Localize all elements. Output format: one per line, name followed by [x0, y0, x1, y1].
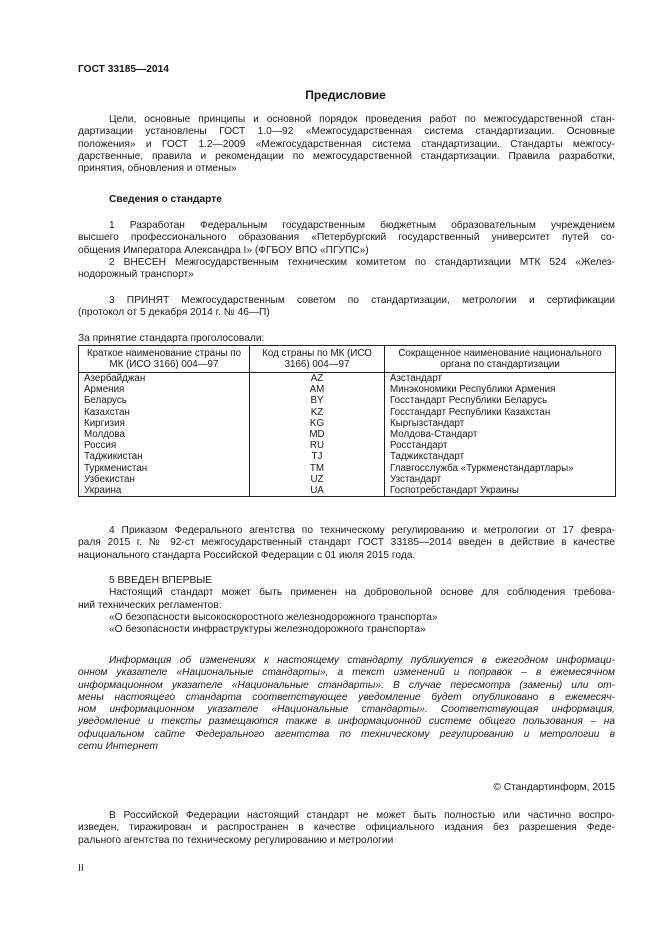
code-cell: TM [250, 463, 385, 474]
text-line: Настоящий стандарт может быть применен на добровольной основе для соблюдения требова- [109, 587, 615, 599]
text-line: изведен, тиражирован и распространен в качестве официального издания без разрешения Феде- [78, 822, 615, 834]
text-line: 4 Приказом Федерального агентства по техническому регулированию и метрологии от 17 февра- [109, 525, 615, 536]
table-row [79, 429, 616, 440]
preface-title: Предисловие [305, 88, 386, 102]
standards-body-cell: Таджикстандарт [385, 451, 616, 462]
standard-info-item-3 [78, 295, 615, 320]
text-line: сети Интернет [78, 741, 158, 753]
code-cell: AM [250, 384, 385, 395]
country-cell: Туркменистан [79, 463, 250, 474]
text-line: уведомление и тексты размещаются также в информационной системе общего пользования – на [78, 716, 615, 728]
table-row [79, 440, 616, 451]
country-cell: Армения [79, 384, 250, 395]
code-cell: KG [250, 418, 385, 429]
text-line: ний технических регламентов: [78, 599, 222, 611]
country-cell: Россия [79, 440, 250, 451]
standards-body-cell: Госпотребстандарт Украины [385, 485, 616, 497]
standards-body-cell: Азстандарт [385, 373, 616, 385]
standard-info-item-5 [78, 575, 615, 636]
text-line: высшего профессионального образования «Петербургский государственный университет путей со- [78, 232, 615, 244]
standards-body-cell: Главгосслужба «Туркменстандартлары» [385, 463, 616, 474]
country-cell: Украина [79, 485, 250, 497]
text-line: нодорожный транспорт» [78, 269, 194, 281]
text-line: Цели, основные принципы и основной порядок проведения работ по межгосударственной стан- [109, 114, 615, 125]
country-cell: Таджикистан [79, 451, 250, 462]
standards-body-cell: Госстандарт Республики Беларусь [385, 395, 616, 406]
table-row [79, 474, 616, 485]
country-cell: Казахстан [79, 407, 250, 418]
table-row [79, 407, 616, 418]
reproduction-restriction [78, 810, 615, 847]
standard-info-item-2 [78, 257, 615, 282]
text-line: (протокол от 5 декабря 2014 г. № 46—П) [78, 307, 270, 319]
text-line: принятия, обновления и отмены» [78, 163, 237, 175]
country-cell: Киргизия [79, 418, 250, 429]
copyright: © Стандартинформ, 2015 [493, 782, 615, 793]
voting-caption: За принятие стандарта проголосовали: [78, 333, 265, 344]
column-header-code: Код страны по МК (ИСО 3166) 004—97 [250, 346, 385, 373]
standards-body-cell: Кыргызстандарт [385, 418, 616, 429]
code-cell: AZ [250, 373, 385, 385]
table-row [79, 451, 616, 462]
code-cell: RU [250, 440, 385, 451]
code-cell: TJ [250, 451, 385, 462]
country-cell: Беларусь [79, 395, 250, 406]
text-line: раля 2015 г. № 92-ст межгосударственный стандарт ГОСТ 33185—2014 введен в действие в качестве [78, 537, 615, 549]
text-line: дарственные, правила и рекомендации по межгосударственной стандартизации. Правила разработки, [78, 150, 615, 162]
text-line: В Российской Федерации настоящий стандарт не может быть полностью или частично воспро- [109, 810, 615, 821]
regulation-item: «О безопасности инфраструктуры железнодорожного транспорта» [109, 624, 426, 636]
code-cell: BY [250, 395, 385, 406]
code-cell: MD [250, 429, 385, 440]
text-line: официальном сайте Федерального агентства по техническому регулированию и метрологии в [78, 728, 615, 740]
document-code: ГОСТ 33185—2014 [78, 64, 169, 75]
table-row [79, 384, 616, 395]
text-line: общения Императора Александра I» (ФГБОУ ВПО «ПГУПС») [78, 244, 369, 256]
text-line: информационном указателе «Национальные стандарты». В случае пересмотра (замены) или от- [78, 679, 615, 691]
preface-intro [78, 114, 615, 175]
table-row [79, 463, 616, 474]
text-line: рального агентства по техническому регулированию и метрологии [78, 834, 394, 846]
text-line: 3 ПРИНЯТ Межгосударственным советом по стандартизации, метрологии и сертификации [109, 295, 615, 306]
code-cell: UZ [250, 474, 385, 485]
code-cell: KZ [250, 407, 385, 418]
text-line: мены настоящего стандарта соответствующее уведомление будет опубликовано в ежемесяч- [78, 691, 615, 703]
standards-body-cell: Узстандарт [385, 474, 616, 485]
country-cell: Молдова [79, 429, 250, 440]
standards-body-cell: Госстандарт Республики Казахстан [385, 407, 616, 418]
text-line: дартизации установлены ГОСТ 1.0—92 «Межгосударственная система стандартизации. Основные [78, 126, 615, 138]
page-number: II [78, 863, 84, 874]
text-line: национального стандарта Российской Федерации с 01 июля 2015 года. [78, 549, 416, 561]
standard-info-item-4 [78, 525, 615, 562]
voting-table [78, 345, 616, 497]
code-cell: UA [250, 485, 385, 497]
voting-table-container [78, 345, 615, 497]
text-line: 2 ВНЕСЕН Межгосударственным техническим комитетом по стандартизации МТК 524 «Желез- [109, 257, 615, 268]
text-line: Информация об изменениях к настоящему стандарту публикуется в ежегодном информаци- [109, 655, 615, 666]
standard-info-heading: Сведения о стандарте [109, 194, 222, 205]
standards-body-cell: Минэкономики Республики Армения [385, 384, 616, 395]
table-row [79, 373, 616, 385]
table-row [79, 395, 616, 406]
standards-body-cell: Молдова-Стандарт [385, 429, 616, 440]
column-header-country: Краткое наименование страны по МК (ИСО 3166) 004—97 [79, 346, 250, 373]
text-line: 1 Разработан Федеральным государственным бюджетным образовательным учреждением [109, 220, 615, 231]
table-row [79, 418, 616, 429]
text-line: онном указателе «Национальные стандарты», а текст изменений и поправок – в ежемесячном [78, 667, 615, 679]
regulation-item: «О безопасности высокоскоростного железнодорожного транспорта» [109, 611, 438, 623]
change-notice [78, 655, 615, 753]
country-cell: Азербайджан [79, 373, 250, 385]
country-cell: Узбекистан [79, 474, 250, 485]
table-row [79, 485, 616, 497]
item-5-title: 5 ВВЕДЕН ВПЕРВЫЕ [109, 575, 213, 586]
text-line: положения» и ГОСТ 1.2—2009 «Межгосударственная система стандартизации. Стандарты межгосу- [78, 138, 615, 150]
text-line: ном информационном указателе «Национальные стандарты». Соответствующая информация, [78, 704, 615, 716]
standard-info-item-1 [78, 220, 615, 257]
column-header-body: Сокращенное наименование национального органа по стандартизации [385, 346, 616, 373]
standards-body-cell: Росстандарт [385, 440, 616, 451]
table-header-row [79, 346, 616, 373]
